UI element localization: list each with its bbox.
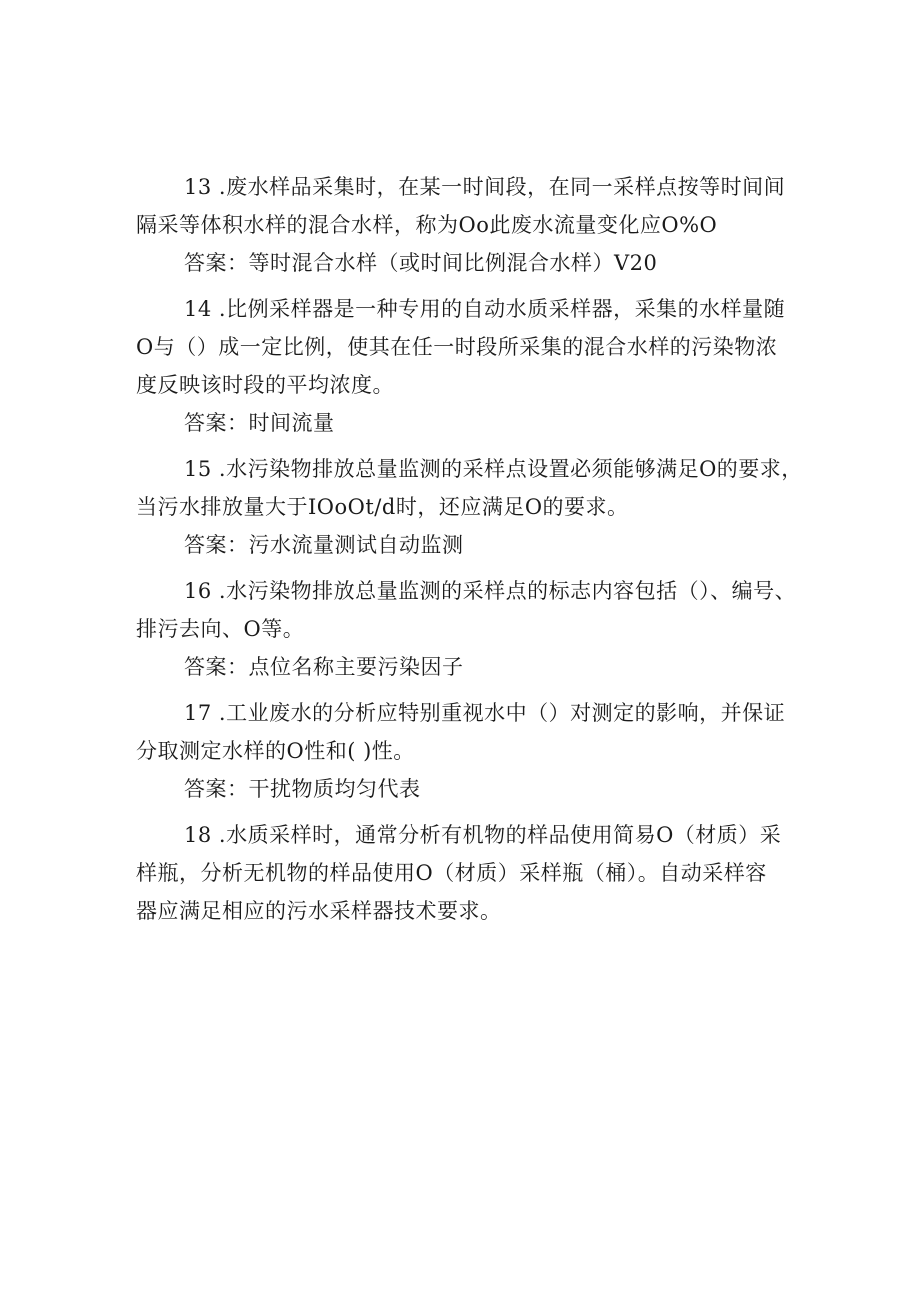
question-16	[136, 572, 800, 648]
question-14	[136, 290, 800, 404]
question-17	[136, 694, 800, 770]
answer-15: 答案：污水流量测试自动监测	[184, 533, 464, 557]
question-text-line: 18 .水质采样时，通常分析有机物的样品使用简易O（材质）采	[184, 823, 782, 847]
question-13	[136, 168, 800, 244]
question-text-line: O与（）成一定比例，使其在任一时段所采集的混合水样的污染物浓	[136, 335, 778, 359]
document-body	[136, 168, 803, 930]
answer-16: 答案：点位名称主要污染因子	[184, 655, 464, 679]
question-text-line: 隔采等体积水样的混合水样，称为Oo此废水流量变化应O%O	[136, 213, 718, 237]
question-text-line: 15 .水污染物排放总量监测的采样点设置必须能够满足O的要求，	[184, 457, 803, 481]
answer-13: 答案：等时混合水样（或时间比例混合水样）V20	[184, 251, 658, 275]
question-text-line: 样瓶，分析无机物的样品使用O（材质）采样瓶（桶）。自动采样容	[136, 861, 767, 885]
question-text-line: 当污水排放量大于IOoOt/d时，还应满足O的要求。	[136, 495, 629, 519]
question-text-line: 度反映该时段的平均浓度。	[136, 373, 394, 397]
question-18	[136, 816, 800, 930]
question-text-line: 14 .比例采样器是一种专用的自动水质采样器，采集的水样量随	[184, 297, 786, 321]
question-text-line: 器应满足相应的污水采样器技术要求。	[136, 899, 502, 923]
answer-17: 答案：干扰物质均匀代表	[184, 777, 421, 801]
question-text-line: 排污去向、O等。	[136, 617, 305, 641]
question-text-line: 分取测定水样的O性和( )性。	[136, 739, 415, 763]
question-15	[136, 450, 803, 526]
question-text-line: 16 .水污染物排放总量监测的采样点的标志内容包括（）、编号、	[184, 579, 797, 603]
answer-14: 答案：时间流量	[184, 411, 335, 435]
question-text-line: 17 .工业废水的分析应特别重视水中（）对测定的影响，并保证	[184, 701, 786, 725]
question-text-line: 13 .废水样品采集时，在某一时间段，在同一采样点按等时间间	[184, 175, 786, 199]
